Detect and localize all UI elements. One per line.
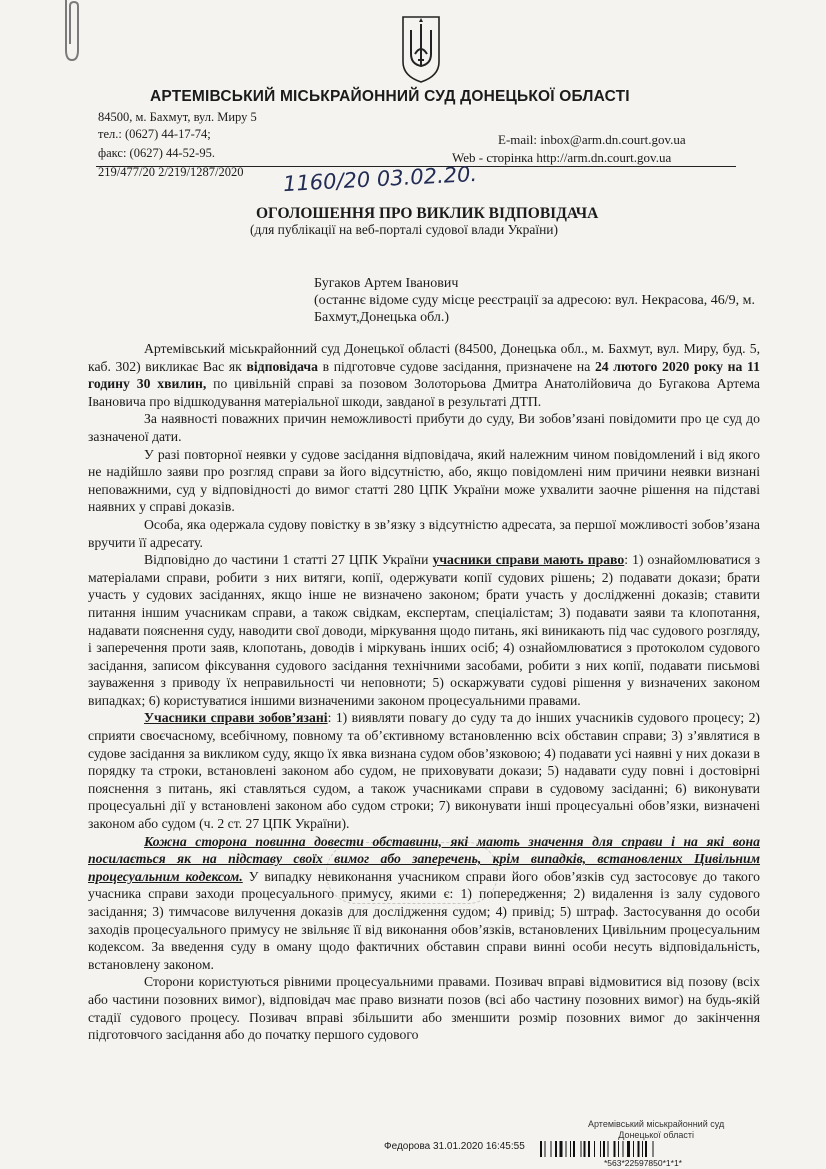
court-fax: факс: (0627) 44-52-95. <box>98 146 215 160</box>
barcode <box>540 1141 718 1157</box>
paragraph-notify: За наявності поважних причин неможливості прибути до суду, Ви зобов’язані повідомити про це суд до зазначеної дати. <box>88 411 760 444</box>
paragraph-obligations: Учасники справи зобов’язані: 1) виявляти повагу до суду та до інших учасників судового процесу; 2) сприяти своєчасному, всебічному, повному та об’єктивному встановленню всіх обставин справи; 3) з’являтися в судове засідання за викликом суду, якщо їх явка визнана судом обов’язковою; 4) подавати усі наявні у них докази в порядку та строки, встановлені законом або судом, не приховувати докази; 5) надавати суду повні і достовірні пояснення з питань, які ставляться судом, а також учасниками справи в судовому засіданні; 6) виконувати процесуальні дії у встановлені законом або судом строки; 7) виконувати інші процесуальні обов’язки, визначені законом або судом (ч. 2 ст. 27 ЦПК України). <box>88 710 760 832</box>
recipient-address-note: (останнє відоме суду місце реєстрації за адресою: вул. Некрасова, 46/9, м. Бахмут,Донецька обл.) <box>314 293 755 325</box>
court-address: 84500, м. Бахмут, вул. Миру 5 <box>98 110 257 124</box>
paragraph-equal-rights: Сторони користуються рівними процесуальними правами. Позивач вправі відмовитися від позову (всіх або частини позовних вимог), відповідач має право визнати позов (всі або частину позовних вимог) на будь-якій стадії судового процесу. Позивач вправі збільшити або зменшити розмір позовних вимог до закінчення підготовчого засідання або до початку першого судового <box>88 974 760 1043</box>
court-stamp-text: Артемівський міськрайонний суд Донецької області <box>588 1119 725 1140</box>
handwritten-incoming-number: 1160/20 03.02.20. <box>282 161 478 197</box>
paragraph-delivery: Особа, яка одержала судову повістку в зв’язку з відсутністю адресата, за першої можливості зобов’язана вручити її адресату. <box>88 516 760 550</box>
document-title: ОГОЛОШЕННЯ ПРО ВИКЛИК ВІДПОВІДАЧА <box>256 205 599 222</box>
trident-emblem-icon <box>400 14 442 84</box>
document-body <box>88 340 760 1044</box>
document-subtitle: (для публікації на веб-порталі судової влади України) <box>250 222 559 237</box>
paperclip-icon <box>58 0 84 64</box>
court-phone: тел.: (0627) 44-17-74; <box>98 127 211 141</box>
barcode-caption: *563*22597850*1*1* <box>604 1158 682 1168</box>
paragraph-burden-of-proof: Кожна сторона повинна довести обставини, які мають значення для справи і на які вона посилається як на підставу своїх вимог або заперечень, крім випадків, встановлених Цивільним процесуальним кодексом. У випадку невиконання учасником справи його обов’язків суд застосовує до такого учасника справи заходи процесуального примусу, якими є: 1) попередження; 2) видалення із залу судового засідання; 3) тимчасове вилучення доказів для дослідження судом; 4) привід; 5) штраф. Застосування до особи заходів процесуального примусу не звільняє її від виконання обов’язків, встановлених Цивільним процесуальним кодексом. За введення суду в оману щодо фактичних обставин справи винні особи несуть відповідальність, встановлену законом. <box>88 833 760 972</box>
paragraph-rights: Відповідно до частини 1 статті 27 ЦПК України учасники справи мають право: 1) ознайомлюватися з матеріалами справи, робити з них витяги, копії, одержувати копії судових рішень; 2) подавати докази; брати участь у судових засіданнях, якщо інше не визначено законом; брати участь у дослідженні доказів; ставити питання іншим учасникам справи, а також свідкам, експертам, спеціалістам; 3) подавати заяви та клопотання, надавати пояснення суду, наводити свої доводи, міркування щодо питань, які виникають під час судового розгляду, і заперечення проти заяв, клопотань, доводів і міркувань інших осіб; 4) ознайомлюватися з протоколом судового засідання, записом фіксування судового засідання технічними засобами, робити з них копії, подавати письмові зауваження з приводу їх неправильності чи неповноти; 5) оскаржувати судові рішення у визначених законом випадках; 6) користуватися іншими визначеними законом процесуальними правами. <box>88 552 760 708</box>
paragraph-summons: Артемівський міськрайонний суд Донецької області (84500, Донецька обл., м. Бахмут, вул. Миру, буд. 5, каб. 302) викликає Вас як відповідача в підготовче судове засідання, призначене на 24 лютого 2020 року на 11 годину 30 хвилин, по цивільній справі за позовом Золоторьова Дмитра Анатолійовича до Бугакова Артема Івановича про відшкодування матеріальної шкоди, завданої в результаті ДТП. <box>88 341 760 409</box>
court-email: E-mail: inbox@arm.dn.court.gov.ua <box>498 132 686 147</box>
court-website: Web - сторінка http://arm.dn.court.gov.ua <box>452 150 672 165</box>
paragraph-default-judgment: У разі повторної неявки у судове засідання відповідача, який належним чином повідомлений і від якого не надійшло заяви про розгляд справи за його відсутністю, або, якщо повідомлені ним причини неявки визнані неповажними, суд у відповідності до вимог статті 280 ЦПК України може ухвалити заочне рішення на підставі наявних у справі доказів. <box>88 446 760 515</box>
recipient-name: Бугаков Артем Іванович <box>314 276 459 291</box>
registration-number: 219/477/20 2/219/1287/2020 <box>98 165 244 179</box>
operator-timestamp: Федорова 31.01.2020 16:45:55 <box>384 1141 525 1152</box>
court-name: АРТЕМІВСЬКИЙ МІСЬКРАЙОННИЙ СУД ДОНЕЦЬКОЇ ОБЛАСТІ <box>150 88 630 105</box>
